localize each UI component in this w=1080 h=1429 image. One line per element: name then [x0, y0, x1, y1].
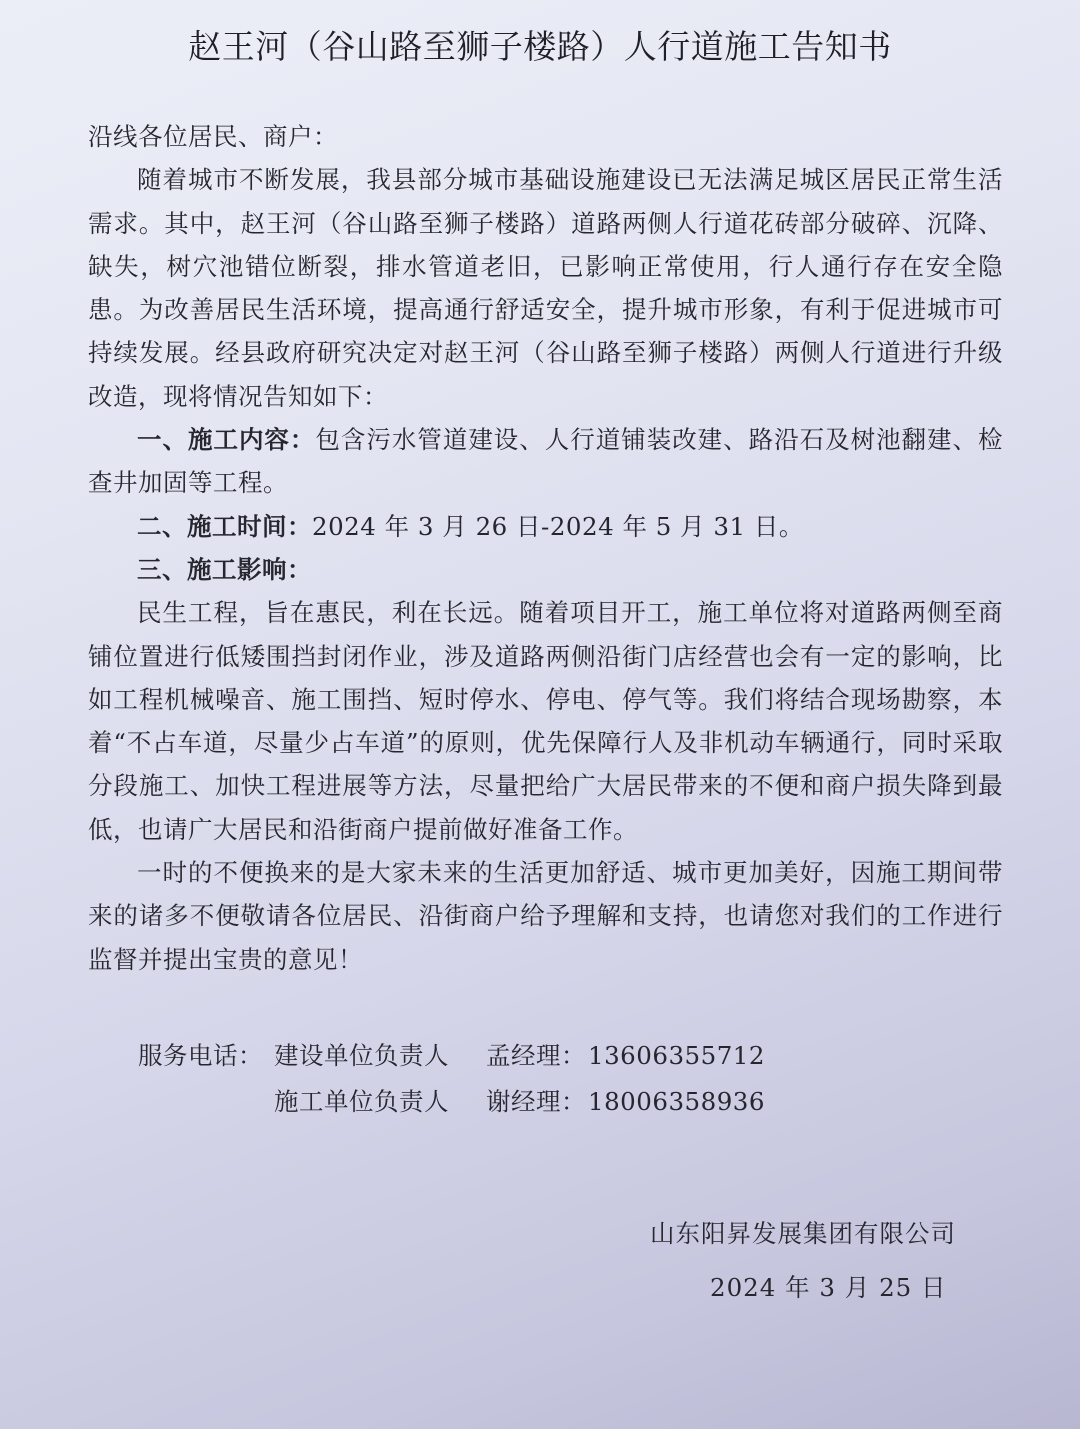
section-time-item: [88, 505, 1003, 548]
section-heading-time: 二、施工时间：: [137, 511, 312, 541]
contact-row: [138, 1033, 765, 1079]
section-heading-impact: 三、施工影响：: [137, 554, 312, 584]
contact-label: 服务电话：: [138, 1041, 263, 1070]
contact-unit: 施工单位负责人: [274, 1087, 449, 1116]
section-heading-content: 一、施工内容：: [137, 425, 316, 455]
section-content-item: [88, 418, 1003, 505]
section-text-content: 包含污水管道建设、人行道铺装改建、路沿石及树池翻建、检查井加固等工程。: [88, 425, 1004, 498]
intro-paragraph: 随着城市不断发展，我县部分城市基础设施建设已无法满足城区居民正常生活需求。其中，赵王河（谷山路至狮子楼路）道路两侧人行道花砖部分破碎、沉降、缺失，树穴池错位断裂，排水管道老旧，已影响正常使用，行人通行存在安全隐患。为改善居民生活环境，提高通行舒适安全，提升城市形象，有利于促进城市可持续发展。经县政府研究决定对赵王河（谷山路至狮子楼路）两侧人行道进行升级改造，现将情况告知如下：: [88, 165, 1003, 411]
document-body: [88, 115, 1003, 981]
contact-label-spacer: [138, 1079, 274, 1125]
contact-phone: 13606355712: [588, 1041, 765, 1070]
contact-person: 孟经理：: [486, 1041, 586, 1070]
section-impact-item: [88, 548, 1003, 591]
signature-company: 山东阳昇发展集团有限公司: [650, 1219, 956, 1248]
document-title: 赵王河（谷山路至狮子楼路）人行道施工告知书: [188, 27, 892, 66]
section-text-time: 2024 年 3 月 26 日-2024 年 5 月 31 日。: [312, 511, 804, 541]
closing-paragraph: 一时的不便换来的是大家未来的生活更加舒适、城市更加美好，因施工期间带来的诸多不便敬请各位居民、沿街商户给予理解和支持，也请您对我们的工作进行监督并提出宝贵的意见！: [88, 858, 1003, 974]
contact-row: [138, 1079, 765, 1125]
contact-person: 谢经理：: [486, 1087, 586, 1116]
contact-block: [138, 1033, 765, 1125]
impact-paragraph: 民生工程，旨在惠民，利在长远。随着项目开工，施工单位将对道路两侧至商铺位置进行低矮围挡封闭作业，涉及道路两侧沿街门店经营也会有一定的影响，比如工程机械噪音、施工围挡、短时停水、停电、停气等。我们将结合现场勘察，本着“不占车道，尽量少占车道”的原则，优先保障行人及非机动车辆通行，同时采取分段施工、加快工程进展等方法，尽量把给广大居民带来的不便和商户损失降到最低，也请广大居民和沿街商户提前做好准备工作。: [88, 598, 1003, 844]
salutation: 沿线各位居民、商户：: [88, 122, 338, 151]
contact-phone: 18006358936: [588, 1087, 765, 1116]
signature-date: 2024 年 3 月 25 日: [710, 1273, 947, 1302]
signature-block: [650, 1207, 990, 1315]
contact-unit: 建设单位负责人: [274, 1041, 449, 1070]
